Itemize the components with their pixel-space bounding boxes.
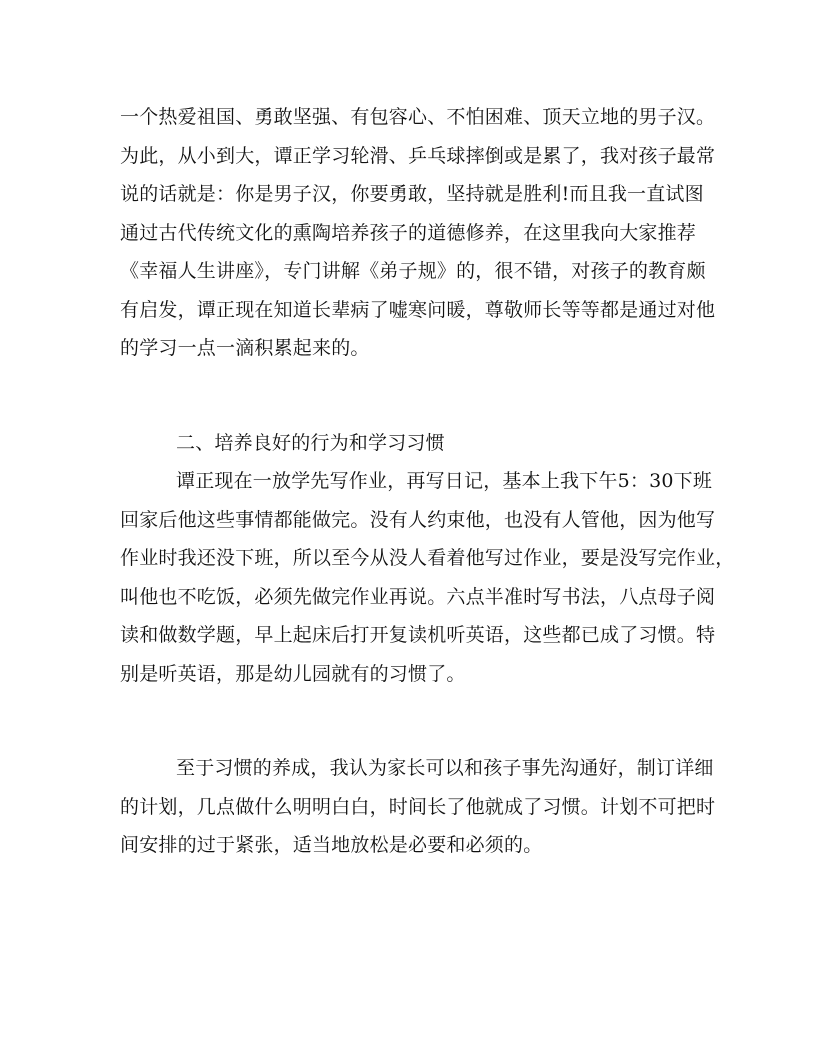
document-body xyxy=(120,98,735,865)
text-line: 的学习一点一滴积累起来的。 xyxy=(120,337,370,359)
text-line: 回家后他这些事情都能做完。没有人约束他，也没有人管他，因为他写 xyxy=(120,508,716,531)
spacer xyxy=(120,693,696,749)
text-line: 说的话就是：你是男子汉，你要勇敢，坚持就是胜利!而且我一直试图 xyxy=(120,183,704,205)
text-line: 通过古代传统文化的熏陶培养孩子的道德修养，在这里我向大家推荐 xyxy=(120,221,697,244)
text-line: 的计划，几点做什么明明白白，时间长了他就成了习惯。计划不可把时 xyxy=(120,795,716,818)
text-line: 谭正现在一放学先写作业，再写日记，基本上我下午5：30下班 xyxy=(176,470,713,492)
paragraph-3 xyxy=(120,749,716,865)
paragraph-1 xyxy=(120,98,716,368)
text-line: 为此，从小到大，谭正学习轮滑、乒乓球摔倒或是累了，我对孩子最常 xyxy=(120,144,716,167)
spacer xyxy=(120,368,696,424)
text-line: 一个热爱祖国、勇敢坚强、有包容心、不怕困难、顶天立地的男子汉。 xyxy=(120,106,716,128)
text-line: 读和做数学题，早上起床后打开复读机听英语，这些都已成了习惯。特 xyxy=(120,624,716,646)
text-line: 别是听英语，那是幼儿园就有的习惯了。 xyxy=(120,662,466,685)
text-line: 有启发，谭正现在知道长辈病了嘘寒问暖，尊敬师长等等都是通过对他 xyxy=(120,298,716,321)
text-line: 间安排的过于紧张，适当地放松是必要和必须的。 xyxy=(120,834,543,856)
paragraph-2 xyxy=(120,462,735,693)
text-line: 叫他也不吃饭，必须先做完作业再说。六点半准时写书法，八点母子阅 xyxy=(120,585,716,608)
text-line: 《幸福人生讲座》，专门讲解《弟子规》的，很不错，对孩子的教育颇 xyxy=(120,260,706,282)
text-line: 作业时我还没下班，所以至今从没人看着他写过作业，要是没写完作业， xyxy=(120,547,735,569)
text-line: 至于习惯的养成，我认为家长可以和孩子事先沟通好，制订详细 xyxy=(176,757,714,779)
section-heading: 二、培养良好的行为和学习习惯 xyxy=(176,431,445,454)
